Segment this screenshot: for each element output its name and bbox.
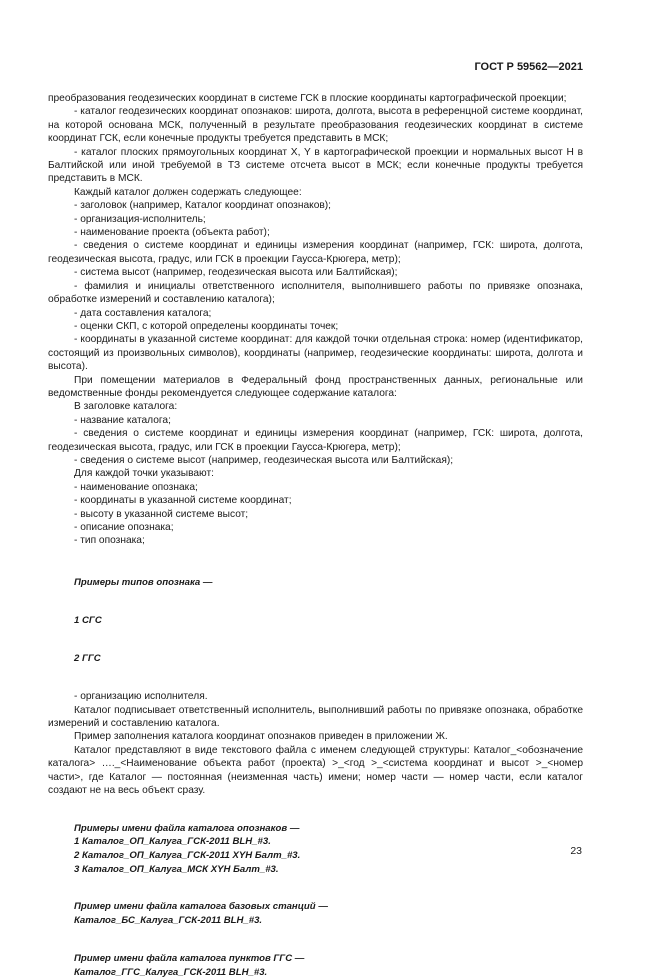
paragraph: - каталог геодезических координат опознаков: широта, долгота, высота в референцной системе координат, на которой основана МСК, полученный в результате преобразования геодезических координат в системе координат ГСК, если конечные продукты требуется представить в МСК;	[48, 106, 583, 145]
paragraph: Пример заполнения каталога координат опознаков приведен в приложении Ж.	[74, 731, 448, 743]
paragraph: преобразования геодезических координат в системе ГСК в плоские координаты картографической проекции;	[48, 93, 567, 104]
note-line: Примеры типов опознака —	[74, 577, 213, 589]
note-line: 2 ГГС	[74, 653, 101, 665]
paragraph: При помещении материалов в Федеральный фонд пространственных данных, региональные или ведомственные фонды рекомендуется следующее содержание каталога:	[48, 374, 583, 399]
spacer	[48, 676, 583, 680]
paragraph: - название каталога;	[74, 414, 171, 426]
paragraph: - дата составления каталога;	[74, 307, 212, 319]
spacer	[48, 938, 583, 942]
paragraph: - координаты в указанной системе координат: для каждой точки отдельная строка: номер (идентификатор, состоящий из произвольных символов), координаты (например, геодезические координаты: широта, долгота и высота).	[48, 334, 583, 373]
note-line: Каталог_БС_Калуга_ГСК-2011 BLH_#3.	[74, 915, 263, 927]
paragraph: - сведения о системе координат и единицы измерения координат (например, ГСК: широта, долгота, геодезическая высота, градус, или ГСК в проекции Гаусса-Крюгера, метр);	[48, 428, 583, 453]
paragraph: Каталог представляют в виде текстового файла с именем следующей структуры: Каталог_<обозначение каталога> …._<Наименование объекта работ (проекта) >_<год >_<система координат и высот >_<номер части>, где Каталог — постоянная (неизменная часть) имени; номер части — номер части, если каталог создают не на весь объект сразу.	[48, 744, 583, 796]
spacer	[48, 558, 583, 566]
paragraph: - система высот (например, геодезическая высота или Балтийская);	[74, 267, 398, 279]
paragraph: - тип опознака;	[74, 535, 145, 547]
spacer	[48, 808, 583, 812]
paragraph: Каталог подписывает ответственный исполнитель, выполнивший работы по привязке опознака, обработке измерений и составлению каталога.	[48, 704, 583, 729]
paragraph: - сведения о системе высот (например, геодезическая высота или Балтийская);	[74, 454, 454, 466]
spacer	[48, 600, 583, 604]
paragraph: - оценки СКП, с которой определены координаты точек;	[74, 320, 339, 332]
note-line: Примеры имени файла каталога опознаков —	[74, 822, 300, 834]
paragraph: - фамилия и инициалы ответственного исполнителя, выполнившего работы по привязке опознака, обработке измерений и составлению каталога);	[48, 280, 583, 306]
page-number: 23	[570, 845, 582, 857]
note-line: 1 Каталог_ОП_Калуга_ГСК-2011 BLH_#3.	[74, 836, 271, 848]
paragraph: - координаты в указанной системе координат;	[74, 495, 292, 507]
paragraph: - организацию исполнителя.	[74, 691, 208, 703]
document-id: ГОСТ Р 59562—2021	[474, 61, 583, 73]
document-body	[48, 92, 583, 979]
spacer	[48, 638, 583, 642]
spacer	[48, 886, 583, 890]
paragraph: - организация-исполнитель;	[74, 213, 206, 225]
note-line: 3 Каталог_ОП_Калуга_МСК XYH Балт_#3.	[74, 863, 279, 875]
paragraph: - каталог плоских прямоугольных координат X, Y в картографической проекции и нормальных высот H в Балтийской или иной требуемой в ТЗ системе отсчета высот в МСК; если конечные продукты требуется представить в МСК.	[48, 146, 583, 185]
note-line: Пример имени файла каталога базовых станций —	[74, 901, 328, 913]
paragraph: - наименование опознака;	[74, 481, 198, 493]
paragraph: - сведения о системе координат и единицы измерения координат (например, ГСК: широта, долгота, геодезическая высота, градус, или ГСК в проекции Гаусса-Крюгера, метр);	[48, 240, 583, 265]
paragraph: В заголовке каталога:	[74, 401, 178, 413]
paragraph: - описание опознака;	[74, 522, 174, 533]
paragraph: - высоту в указанной системе высот;	[74, 508, 249, 520]
note-line: 2 Каталог_ОП_Калуга_ГСК-2011 XYH Балт_#3.	[74, 849, 301, 861]
note-line: Каталог_ГГС_Калуга_ГСК-2011 BLH_#3.	[74, 966, 268, 978]
paragraph: - наименование проекта (объекта работ);	[74, 227, 270, 239]
paragraph: Для каждой точки указывают:	[74, 468, 214, 480]
note-line: Пример имени файла каталога пунктов ГГС —	[74, 953, 305, 965]
note-line: 1 СГС	[74, 615, 102, 627]
paragraph: - заголовок (например, Каталог координат опознаков);	[74, 200, 331, 212]
paragraph: Каждый каталог должен содержать следующее:	[74, 186, 302, 198]
